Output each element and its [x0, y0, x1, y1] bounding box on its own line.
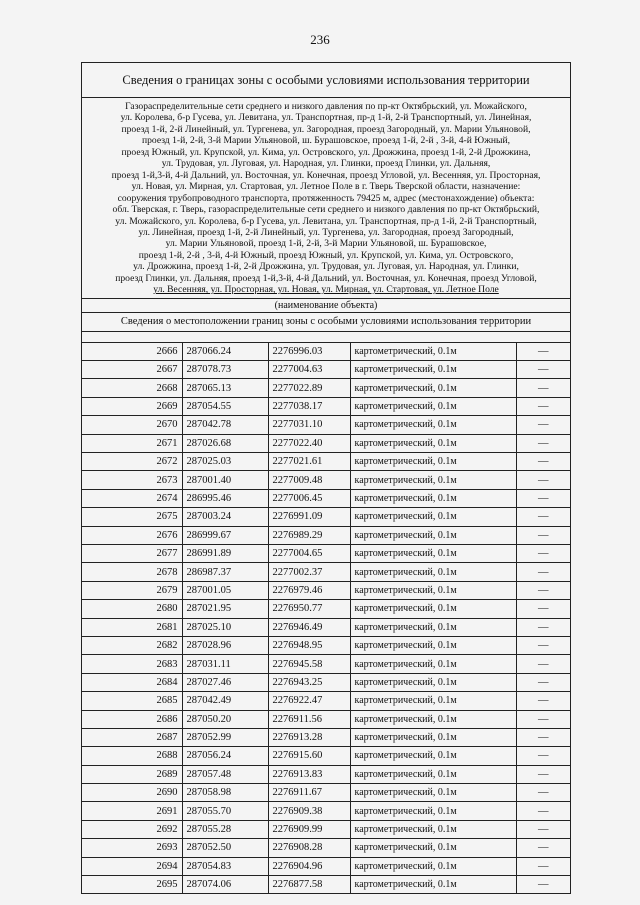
point-number-cell: 2679 — [82, 581, 182, 599]
coord-y-cell: 2276946.49 — [268, 618, 350, 636]
table-row — [82, 655, 570, 673]
method-accuracy-cell: картометрический, 0.1м — [350, 636, 516, 654]
coord-y-cell: 2276908.28 — [268, 839, 350, 857]
coord-y-cell: 2277021.61 — [268, 453, 350, 471]
method-accuracy-cell: картометрический, 0.1м — [350, 784, 516, 802]
table-row — [82, 453, 570, 471]
table-row — [82, 820, 570, 838]
coord-x-cell: 287052.99 — [182, 728, 268, 746]
method-accuracy-cell: картометрический, 0.1м — [350, 876, 516, 894]
coord-x-cell: 287028.96 — [182, 636, 268, 654]
point-number-cell: 2680 — [82, 600, 182, 618]
coord-y-cell: 2276913.28 — [268, 728, 350, 746]
coord-x-cell: 287052.50 — [182, 839, 268, 857]
extra-dash-cell: — — [538, 879, 549, 891]
coord-y-cell: 2276989.29 — [268, 526, 350, 544]
method-accuracy-cell: картометрический, 0.1м — [350, 434, 516, 452]
table-row — [82, 765, 570, 783]
point-number-cell: 2677 — [82, 545, 182, 563]
method-accuracy-cell: картометрический, 0.1м — [350, 453, 516, 471]
object-description-line: ул. Дрожжина, проезд 1-й, 2-й Дрожжина, ул. Трудовая, ул. Луговая, ул. Народная, ул. Глинки, — [133, 261, 519, 273]
extra-dash-cell: — — [516, 857, 570, 875]
extra-dash-cell: — — [516, 379, 570, 397]
method-accuracy-cell: картометрический, 0.1м — [350, 618, 516, 636]
method-accuracy-cell: картометрический, 0.1м — [350, 526, 516, 544]
coord-y-cell: 2277004.63 — [268, 361, 350, 379]
coord-x-cell: 287027.46 — [182, 673, 268, 691]
point-number-cell: 2693 — [82, 839, 182, 857]
document-frame — [81, 62, 571, 894]
extra-dash-cell: — — [516, 600, 570, 618]
method-accuracy-cell: картометрический, 0.1м — [350, 765, 516, 783]
coord-y-cell: 2277031.10 — [268, 416, 350, 434]
method-accuracy-cell: картометрический, 0.1м — [350, 563, 516, 581]
method-accuracy-cell: картометрический, 0.1м — [350, 857, 516, 875]
object-description-line: ул. Трудовая, ул. Луговая, ул. Народная, ул. Глинки, проезд Глинки, ул. Дальняя, — [161, 158, 491, 170]
method-accuracy-cell: картометрический, 0.1м — [350, 508, 516, 526]
point-number-cell: 2682 — [82, 636, 182, 654]
table-row — [82, 397, 570, 415]
method-accuracy-cell: картометрический, 0.1м — [350, 416, 516, 434]
extra-dash-cell: — — [516, 820, 570, 838]
object-description-line: Газораспределительные сети среднего и низкого давления по пр-кт Октябрьский, ул. Можайского, — [125, 101, 527, 112]
coord-x-cell: 287055.70 — [182, 802, 268, 820]
extra-dash-cell: — — [516, 655, 570, 673]
method-accuracy-cell: картометрический, 0.1м — [350, 600, 516, 618]
method-accuracy-cell: картометрический, 0.1м — [350, 839, 516, 857]
object-description — [82, 98, 570, 299]
extra-dash-cell: — — [516, 416, 570, 434]
method-accuracy-cell: картометрический, 0.1м — [350, 545, 516, 563]
table-row — [82, 343, 570, 361]
coord-y-cell: 2276991.09 — [268, 508, 350, 526]
extra-dash-cell: — — [516, 636, 570, 654]
table-row — [82, 489, 570, 507]
object-description-line: проезд Глинки, ул. Дальняя, проезд 1-й,3-й, 4-й Дальний, ул. Восточная, ул. Конечная, проезд Угловой, — [115, 272, 537, 284]
coord-x-cell: 287054.83 — [182, 857, 268, 875]
table-row — [82, 784, 570, 802]
point-number-cell: 2683 — [82, 655, 182, 673]
extra-dash-cell: — — [516, 747, 570, 765]
point-number-cell: 2668 — [82, 379, 182, 397]
coord-y-cell: 2276950.77 — [268, 600, 350, 618]
coord-y-cell: 2277006.45 — [268, 489, 350, 507]
table-row — [82, 581, 570, 599]
table-row — [82, 361, 570, 379]
method-accuracy-cell: картометрический, 0.1м — [350, 728, 516, 746]
table-row — [82, 728, 570, 746]
extra-dash-cell: — — [516, 508, 570, 526]
coord-x-cell: 287042.49 — [182, 692, 268, 710]
point-number-cell: 2672 — [82, 453, 182, 471]
coord-y-cell: 2276922.47 — [268, 692, 350, 710]
object-description-line: ул. Марии Ульяновой, проезд 1-й, 2-й, 3-й Марии Ульяновой, ш. Бурашовское, — [165, 238, 487, 250]
point-number-cell: 2684 — [82, 673, 182, 691]
coord-y-cell: 2277004.65 — [268, 545, 350, 563]
point-number-cell: 2690 — [82, 784, 182, 802]
coord-x-cell: 287057.48 — [182, 765, 268, 783]
object-caption: (наименование объекта) — [82, 299, 570, 313]
point-number-cell: 2676 — [82, 526, 182, 544]
coord-x-cell: 287025.10 — [182, 618, 268, 636]
object-description-line: проезд 1-й, 2-й Линейный, ул. Тургенева, ул. Загородная, проезд Загородный, ул. Марии Ульяновой, — [121, 123, 531, 135]
method-accuracy-cell: картометрический, 0.1м — [350, 361, 516, 379]
coord-y-cell: 2276877.58 — [268, 876, 350, 894]
point-number-cell: 2673 — [82, 471, 182, 489]
coord-x-cell: 286991.89 — [182, 545, 268, 563]
method-accuracy-cell: картометрический, 0.1м — [350, 820, 516, 838]
coord-y-cell: 2276909.99 — [268, 820, 350, 838]
document-title: Сведения о границах зоны с особыми условиями использования территории — [82, 63, 570, 98]
point-number-cell: 2675 — [82, 508, 182, 526]
point-number-cell: 2681 — [82, 618, 182, 636]
object-description-line: проезд Южный, ул. Крупской, ул. Кима, ул. Островского, ул. Дрожжина, проезд 1-й, 2-й Дрожжина, — [121, 146, 531, 158]
coord-x-cell: 287021.95 — [182, 600, 268, 618]
object-description-line: ул. Можайского, ул. Королева, б-р Гусева, ул. Левитана, ул. Транспортная, пр-д 1-й, 2-й Транспортный, — [115, 215, 537, 227]
coord-x-cell: 287050.20 — [182, 710, 268, 728]
page-number: 236 — [310, 32, 330, 47]
coord-x-cell: 287031.11 — [182, 655, 268, 673]
table-row — [82, 545, 570, 563]
table-row — [82, 379, 570, 397]
coord-x-cell: 287055.28 — [182, 820, 268, 838]
coord-y-cell: 2276915.60 — [268, 747, 350, 765]
object-description-line: ул. Королева, б-р Гусева, ул. Левитана, ул. Транспортная, пр-д 1-й, 2-й Транспортный, ул. Линейная, — [120, 112, 532, 124]
extra-dash-cell: — — [516, 765, 570, 783]
coord-x-cell: 287074.06 — [182, 876, 268, 894]
point-number-cell: 2678 — [82, 563, 182, 581]
table-row — [82, 434, 570, 452]
point-number-cell: 2669 — [82, 397, 182, 415]
table-row — [82, 673, 570, 691]
extra-dash-cell: — — [516, 618, 570, 636]
object-description-line: проезд 1-й, 2-й , 3-й, 4-й Южный, проезд Южный, ул. Крупской, ул. Кима, ул. Островского, — [138, 249, 514, 261]
table-spacer — [82, 332, 570, 343]
point-number-cell: 2692 — [82, 820, 182, 838]
coord-x-cell: 287026.68 — [182, 434, 268, 452]
method-accuracy-cell: картометрический, 0.1м — [350, 802, 516, 820]
point-number-cell: 2695 — [82, 876, 182, 894]
point-number-cell: 2667 — [82, 361, 182, 379]
extra-dash-cell: — — [516, 563, 570, 581]
coord-y-cell: 2277038.17 — [268, 397, 350, 415]
table-row — [82, 857, 570, 875]
extra-dash-cell: — — [516, 802, 570, 820]
table-row — [82, 618, 570, 636]
extra-dash-cell: — — [516, 343, 570, 361]
table-row — [82, 839, 570, 857]
method-accuracy-cell: картометрический, 0.1м — [350, 343, 516, 361]
coord-x-cell: 287065.13 — [182, 379, 268, 397]
coord-y-cell: 2277002.37 — [268, 563, 350, 581]
object-description-line: ул. Новая, ул. Мирная, ул. Стартовая, ул. Летное Поле в г. Тверь Тверской области, назначение: — [131, 181, 521, 193]
point-number-cell: 2691 — [82, 802, 182, 820]
coord-y-cell: 2276911.67 — [268, 784, 350, 802]
coord-y-cell: 2277009.48 — [268, 471, 350, 489]
method-accuracy-cell: картометрический, 0.1м — [350, 692, 516, 710]
table-row — [82, 600, 570, 618]
coord-x-cell: 286999.67 — [182, 526, 268, 544]
method-accuracy-cell: картометрический, 0.1м — [350, 581, 516, 599]
coord-x-cell: 287056.24 — [182, 747, 268, 765]
extra-dash-cell: — — [516, 453, 570, 471]
coord-x-cell: 287003.24 — [182, 508, 268, 526]
method-accuracy-cell: картометрический, 0.1м — [350, 655, 516, 673]
extra-dash-cell: — — [516, 728, 570, 746]
table-row — [82, 563, 570, 581]
point-number-cell: 2666 — [82, 343, 182, 361]
table-row — [82, 747, 570, 765]
extra-dash-cell: — — [516, 545, 570, 563]
extra-dash-cell: — — [516, 397, 570, 415]
coord-y-cell: 2276996.03 — [268, 343, 350, 361]
coord-x-cell: 287054.55 — [182, 397, 268, 415]
method-accuracy-cell: картометрический, 0.1м — [350, 379, 516, 397]
point-number-cell: 2686 — [82, 710, 182, 728]
method-accuracy-cell: картометрический, 0.1м — [350, 747, 516, 765]
point-number-cell: 2689 — [82, 765, 182, 783]
method-accuracy-cell: картометрический, 0.1м — [350, 489, 516, 507]
coord-y-cell: 2277022.89 — [268, 379, 350, 397]
method-accuracy-cell: картометрический, 0.1м — [350, 673, 516, 691]
coord-y-cell: 2276909.38 — [268, 802, 350, 820]
coord-y-cell: 2276948.95 — [268, 636, 350, 654]
coord-x-cell: 286987.37 — [182, 563, 268, 581]
extra-dash-cell: — — [516, 581, 570, 599]
extra-dash-cell: — — [516, 489, 570, 507]
extra-dash-cell: — — [516, 361, 570, 379]
coord-x-cell: 287058.98 — [182, 784, 268, 802]
coord-y-cell: 2276904.96 — [268, 857, 350, 875]
table-row — [82, 471, 570, 489]
coord-x-cell: 287025.03 — [182, 453, 268, 471]
extra-dash-cell: — — [516, 692, 570, 710]
object-description-line: обл. Тверская, г. Тверь, газораспределительные сети среднего и низкого давления по пр-кт Октябрьский, — [112, 204, 540, 216]
table-row — [82, 508, 570, 526]
coord-x-cell: 287001.40 — [182, 471, 268, 489]
coord-y-cell: 2276945.58 — [268, 655, 350, 673]
point-number-cell: 2674 — [82, 489, 182, 507]
point-number-cell: 2670 — [82, 416, 182, 434]
coordinates-table — [82, 343, 570, 894]
coord-y-cell: 2276911.56 — [268, 710, 350, 728]
table-row — [82, 710, 570, 728]
extra-dash-cell: — — [516, 839, 570, 857]
object-description-line: проезд 1-й,3-й, 4-й Дальний, ул. Восточная, ул. Конечная, проезд Угловой, ул. Весенняя, ул. Просторная, — [111, 169, 541, 181]
method-accuracy-cell: картометрический, 0.1м — [350, 710, 516, 728]
table-row — [82, 876, 570, 894]
extra-dash-cell: — — [516, 471, 570, 489]
object-description-line: ул. Весенняя, ул. Просторная, ул. Новая, ул. Мирная, ул. Стартовая, ул. Летное Поле — [153, 284, 499, 296]
extra-dash-cell: — — [516, 784, 570, 802]
table-row — [82, 692, 570, 710]
object-description-line: сооружения трубопроводного транспорта, протяженность 79425 м, адрес (местонахождение) объекта: — [117, 192, 535, 204]
object-description-line: проезд 1-й, 2-й, 3-й Марии Ульяновой, ш. Бурашовское, проезд 1-й, 2-й , 3-й, 4-й Южный, — [141, 135, 511, 147]
extra-dash-cell: — — [516, 673, 570, 691]
extra-dash-cell: — — [516, 526, 570, 544]
coord-y-cell: 2276979.46 — [268, 581, 350, 599]
extra-dash-cell: — — [516, 710, 570, 728]
object-description-line: ул. Линейная, проезд 1-й, 2-й Линейный, ул. Тургенева, ул. Загородная, проезд Загородный, — [138, 226, 514, 238]
table-row — [82, 802, 570, 820]
point-number-cell: 2671 — [82, 434, 182, 452]
coord-x-cell: 287078.73 — [182, 361, 268, 379]
extra-dash-cell: — — [516, 434, 570, 452]
method-accuracy-cell: картометрический, 0.1м — [350, 471, 516, 489]
coord-x-cell: 286995.46 — [182, 489, 268, 507]
method-accuracy-cell: картометрический, 0.1м — [350, 397, 516, 415]
coord-y-cell: 2276943.25 — [268, 673, 350, 691]
table-row — [82, 416, 570, 434]
point-number-cell: 2687 — [82, 728, 182, 746]
point-number-cell: 2694 — [82, 857, 182, 875]
point-number-cell: 2688 — [82, 747, 182, 765]
point-number-cell: 2685 — [82, 692, 182, 710]
coord-x-cell: 287001.05 — [182, 581, 268, 599]
table-row — [82, 526, 570, 544]
location-header: Сведения о местоположении границ зоны с особыми условиями использования территории — [82, 313, 570, 332]
table-row — [82, 636, 570, 654]
coord-y-cell: 2276913.83 — [268, 765, 350, 783]
coord-y-cell: 2277022.40 — [268, 434, 350, 452]
coord-x-cell: 287066.24 — [182, 343, 268, 361]
coord-x-cell: 287042.78 — [182, 416, 268, 434]
